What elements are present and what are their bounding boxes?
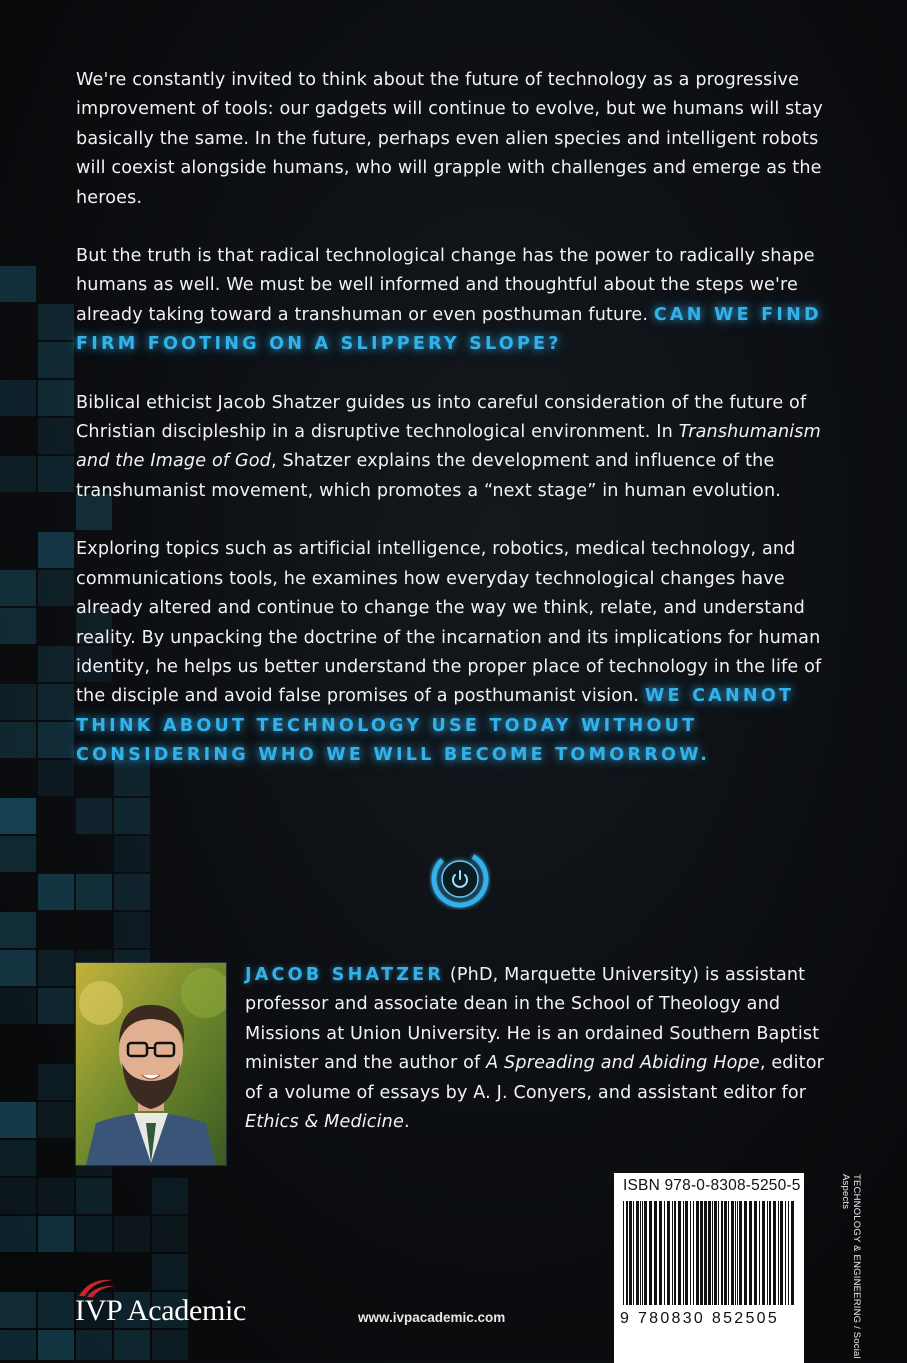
pixel-square (0, 912, 36, 948)
author-book-title: A Spreading and Abiding Hope (486, 1053, 760, 1074)
pixel-square (152, 1330, 188, 1360)
pull-quote-2: WE CANNOT THINK ABOUT TECHNOLOGY USE TODAY WITHOUT CONSIDERING WHO WE WILL BECOME TOMORROW. (76, 686, 795, 766)
barcode-bar (704, 1201, 707, 1305)
pixel-square (0, 456, 36, 492)
pixel-square (38, 1216, 74, 1252)
barcode-bar (649, 1201, 652, 1305)
barcode-bar (626, 1201, 628, 1305)
barcode-bar (767, 1201, 768, 1305)
isbn-label: ISBN 978-0-8308-5250-5 (623, 1177, 801, 1194)
pixel-square (38, 646, 74, 682)
journal-title: Ethics & Medicine (245, 1112, 404, 1133)
pixel-square (38, 684, 74, 720)
barcode-bar (683, 1201, 684, 1305)
pixel-square (0, 1140, 36, 1176)
barcode-bar (780, 1201, 783, 1305)
pixel-square (0, 684, 36, 720)
barcode-bar (690, 1201, 691, 1305)
pixel-square (0, 950, 36, 986)
pixel-square (0, 266, 36, 302)
barcode (614, 1173, 804, 1363)
barcode-bar (672, 1201, 673, 1305)
paragraph-3-lead: Biblical ethicist Jacob Shatzer guides us into careful consideration of the future of Christian discipleship in a disruptive technological environment. In (76, 392, 807, 443)
pixel-square (0, 1216, 36, 1252)
author-photo (75, 962, 227, 1166)
barcode-bar (749, 1201, 752, 1305)
pixel-square (76, 1178, 112, 1214)
barcode-number: 9 780830 852505 (620, 1310, 780, 1327)
barcode-bar (708, 1201, 711, 1305)
blurb (76, 66, 836, 800)
blurb-paragraph-3 (76, 389, 836, 507)
pixel-square (38, 418, 74, 454)
barcode-bar (714, 1201, 717, 1305)
pixel-square (38, 342, 74, 378)
barcode-bar (769, 1201, 771, 1305)
barcode-bar (664, 1201, 665, 1305)
bio-text-2: , editor of a volume of essays by A. J. Conyers, and assistant editor for (245, 1053, 825, 1103)
barcode-bar (721, 1201, 723, 1305)
pixel-square (38, 456, 74, 492)
barcode-bar (759, 1201, 760, 1305)
barcode-bar (654, 1201, 657, 1305)
pixel-square (114, 912, 150, 948)
barcode-bar (659, 1201, 662, 1305)
barcode-bar (700, 1201, 703, 1305)
pixel-square (38, 380, 74, 416)
pixel-square (38, 1064, 74, 1100)
barcode-bar (640, 1201, 641, 1305)
barcode-bar (636, 1201, 639, 1305)
blurb-paragraph-1: We're constantly invited to think about the future of technology as a progressive improvement of tools: our gadgets will continue to evolve, but we humans will stay basically the same. In the future, perhaps even alien species and intelligent robots will coexist alongside humans, who will grapple with challenges and emerge as the heroes. (76, 70, 823, 208)
pull-quote-1: CAN WE FIND FIRM FOOTING ON A SLIPPERY SLOPE? (76, 304, 822, 355)
bio-end: . (403, 1112, 410, 1133)
pixel-square (152, 1254, 188, 1290)
barcode-bar (667, 1201, 670, 1305)
pixel-square (38, 1292, 74, 1328)
author-bio (245, 961, 835, 1137)
barcode-bar (623, 1201, 624, 1305)
pixel-square (152, 1216, 188, 1252)
pixel-square (76, 1216, 112, 1252)
pixel-square (152, 1178, 188, 1214)
barcode-bar (737, 1201, 738, 1305)
pixel-square (0, 1292, 36, 1328)
barcode-bar (785, 1201, 786, 1305)
pixel-square (38, 1178, 74, 1214)
website-url: www.ivpacademic.com (358, 1310, 506, 1325)
pixel-square (0, 1330, 36, 1360)
barcode-bar (696, 1201, 699, 1305)
pixel-square (38, 874, 74, 910)
pixel-square (38, 304, 74, 340)
barcode-bar (773, 1201, 776, 1305)
barcode-bar (633, 1201, 634, 1305)
barcode-bar (744, 1201, 747, 1305)
barcode-bar (739, 1201, 742, 1305)
barcode-bar (678, 1201, 681, 1305)
pixel-square (38, 570, 74, 606)
barcode-bar (693, 1201, 694, 1305)
pixel-square (114, 798, 150, 834)
book-title: Transhumanism and the Image of God (76, 422, 821, 472)
pixel-square (0, 798, 36, 834)
barcode-bar (644, 1201, 647, 1305)
power-icon (429, 848, 491, 910)
pixel-square (38, 722, 74, 758)
pixel-square (114, 1216, 150, 1252)
barcode-bar (778, 1201, 779, 1305)
pixel-square (76, 874, 112, 910)
barcode-bar (728, 1201, 729, 1305)
barcode-bar (674, 1201, 676, 1305)
category-label: TECHNOLOGY & ENGINEERING / Social Aspects (840, 1174, 862, 1359)
barcode-bar (724, 1201, 727, 1305)
barcode-bar (718, 1201, 719, 1305)
pixel-square (0, 1102, 36, 1138)
pixel-square (114, 836, 150, 872)
pixel-square (38, 532, 74, 568)
bio-text-1: (PhD, Marquette University) is assistant professor and associate dean in the School of Theology and Missions at Union University. He is an ordained Southern Baptist minister and the author of (245, 965, 820, 1074)
pixel-square (38, 760, 74, 796)
pixel-square (0, 836, 36, 872)
pixel-square (38, 1102, 74, 1138)
paragraph-2-text: But the truth is that radical technological change has the power to radically shape humans as well. We must be well informed and thoughtful about the steps we're already taking toward a transhuman or even posthuman future. (76, 246, 815, 325)
pixel-square (38, 950, 74, 986)
pixel-square (0, 1178, 36, 1214)
barcode-bar (754, 1201, 757, 1305)
blurb-paragraph-2 (76, 242, 836, 360)
pixel-square (76, 1330, 112, 1360)
pixel-square (0, 608, 36, 644)
barcode-bar (685, 1201, 688, 1305)
barcode-bar (791, 1201, 794, 1305)
pixel-square (0, 570, 36, 606)
pixel-square (0, 380, 36, 416)
barcode-bar (629, 1201, 632, 1305)
publisher-name: IVP Academic (75, 1294, 247, 1327)
barcode-bar (762, 1201, 765, 1305)
pixel-square (114, 874, 150, 910)
paragraph-3-rest: , Shatzer explains the development and influence of the transhumanist movement, which promotes a “next stage” in human evolution. (76, 451, 782, 501)
pixel-square (38, 988, 74, 1024)
pixel-square (114, 1330, 150, 1360)
pixel-square (76, 798, 112, 834)
barcode-bar (642, 1201, 643, 1305)
barcode-bar (735, 1201, 736, 1305)
pixel-square (0, 988, 36, 1024)
paragraph-4-text: Exploring topics such as artificial intelligence, robotics, medical technology, and communications tools, he examines how everyday technological changes have already altered and continue to change the way we think, relate, and understand reality. By unpacking the doctrine of the incarnation and its implications for human identity, he helps us better understand the proper place of technology in the life of the disciple and avoid false promises of a posthumanist vision. (76, 539, 822, 707)
pixel-square (0, 722, 36, 758)
barcode-bar (731, 1201, 734, 1305)
author-name: JACOB SHATZER (245, 965, 445, 985)
barcode-bars (623, 1201, 795, 1311)
blurb-paragraph-4 (76, 535, 836, 770)
barcode-bar (788, 1201, 789, 1305)
barcode-bar (712, 1201, 713, 1305)
pixel-square (38, 1330, 74, 1360)
